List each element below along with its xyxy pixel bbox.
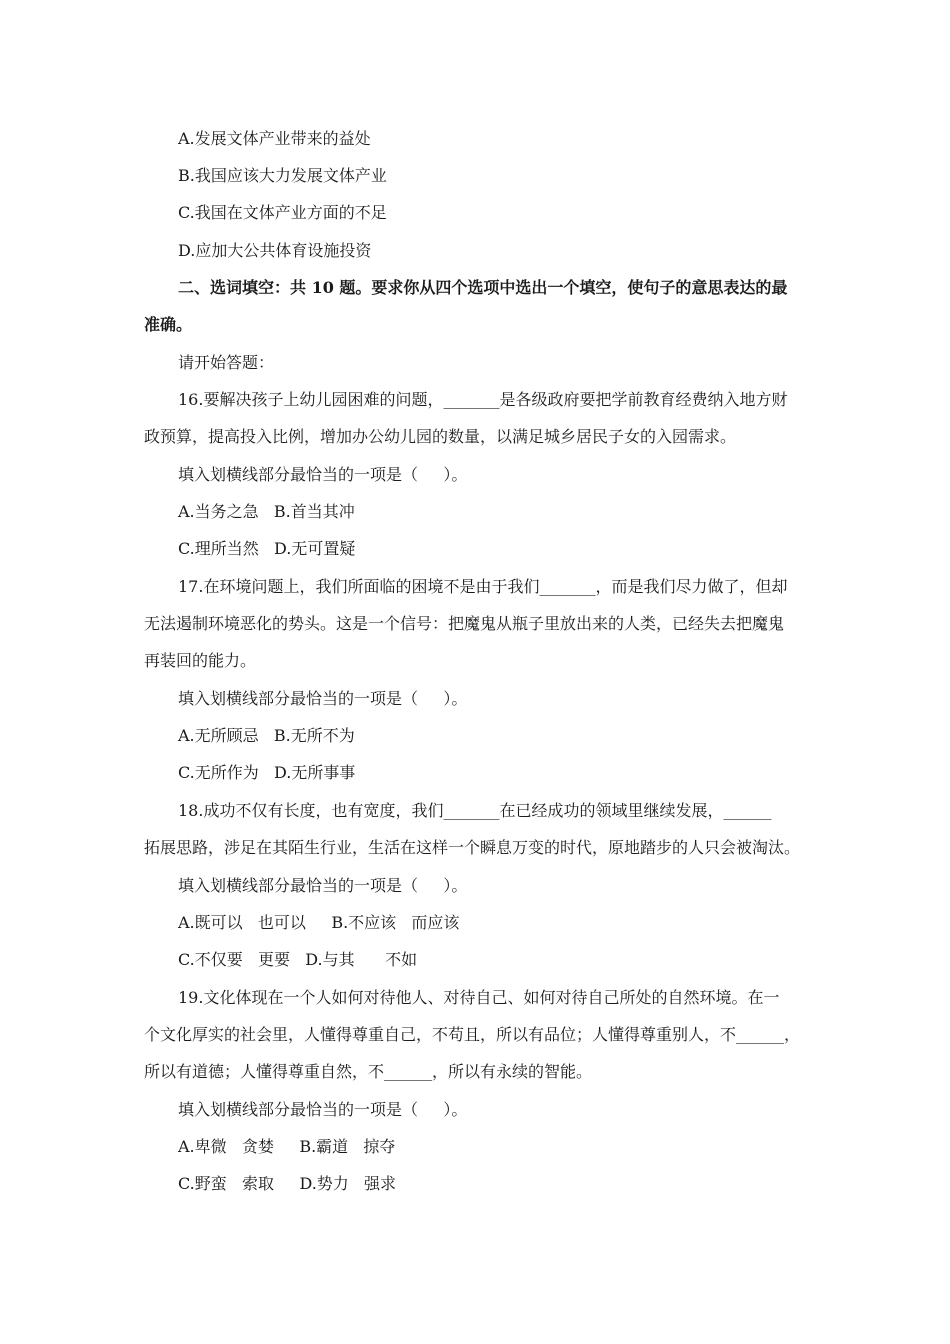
section-heading-cont: 准确。	[144, 315, 193, 334]
q18-options-ab: A.既可以 也可以 B.不应该 而应该	[178, 913, 460, 932]
start-prompt: 请开始答题：	[178, 353, 275, 372]
q18-options-cd: C.不仅要 更要 D.与其 不如	[178, 950, 418, 969]
option-d: D.应加大公共体育设施投资	[178, 241, 372, 260]
q19-options-cd: C.野蛮 索取 D.势力 强求	[178, 1174, 397, 1193]
q17-stem-cont: 无法遏制环境恶化的势头。这是一个信号：把魔鬼从瓶子里放出来的人类，已经失去把魔鬼	[144, 614, 785, 633]
q17-stem: 17.在环境问题上，我们所面临的困境不是由于我们_______，而是我们尽力做了，但却	[178, 577, 788, 596]
q17-options-ab: A.无所顾忌 B.无所不为	[178, 726, 355, 745]
q18-prompt: 填入划横线部分最恰当的一项是（ ）。	[178, 876, 468, 895]
q19-stem: 19.文化体现在一个人如何对待他人、对待自己、如何对待自己所处的自然环境。在一	[178, 988, 780, 1007]
option-c: C.我国在文体产业方面的不足	[178, 203, 387, 222]
q19-stem-cont: 个文化厚实的社会里，人懂得尊重自己，不苟且，所以有品位；人懂得尊重别人，不______，	[144, 1025, 801, 1044]
q16-options-cd: C.理所当然 D.无可置疑	[178, 539, 356, 558]
q16-prompt: 填入划横线部分最恰当的一项是（ ）。	[178, 465, 468, 484]
q16-options-ab: A.当务之急 B.首当其冲	[178, 502, 355, 521]
q17-options-cd: C.无所作为 D.无所事事	[178, 763, 356, 782]
q19-options-ab: A.卑微 贪婪 B.霸道 掠夺	[178, 1137, 396, 1156]
q18-stem-cont: 拓展思路，涉足在其陌生行业，生活在这样一个瞬息万变的时代，原地踏步的人只会被淘汰。	[144, 838, 801, 857]
option-a: A.发展文体产业带来的益处	[178, 129, 371, 148]
q16-stem-cont: 政预算，提高投入比例，增加办公幼儿园的数量，以满足城乡居民子女的入园需求。	[144, 427, 737, 446]
q19-stem-cont2: 所以有道德；人懂得尊重自然，不______，所以有永续的智能。	[144, 1062, 593, 1081]
q17-prompt: 填入划横线部分最恰当的一项是（ ）。	[178, 689, 468, 708]
q17-stem-cont2: 再装回的能力。	[144, 651, 257, 670]
option-b: B.我国应该大力发展文体产业	[178, 166, 387, 185]
section-heading: 二、选词填空：共 10 题。要求你从四个选项中选出一个填空，使句子的意思表达的最	[178, 278, 788, 297]
q18-stem: 18.成功不仅有长度，也有宽度，我们_______在已经成功的领域里继续发展，______	[178, 801, 772, 820]
q19-prompt: 填入划横线部分最恰当的一项是（ ）。	[178, 1100, 468, 1119]
q16-stem: 16.要解决孩子上幼儿园困难的问题，_______是各级政府要把学前教育经费纳入地方财	[178, 390, 788, 409]
